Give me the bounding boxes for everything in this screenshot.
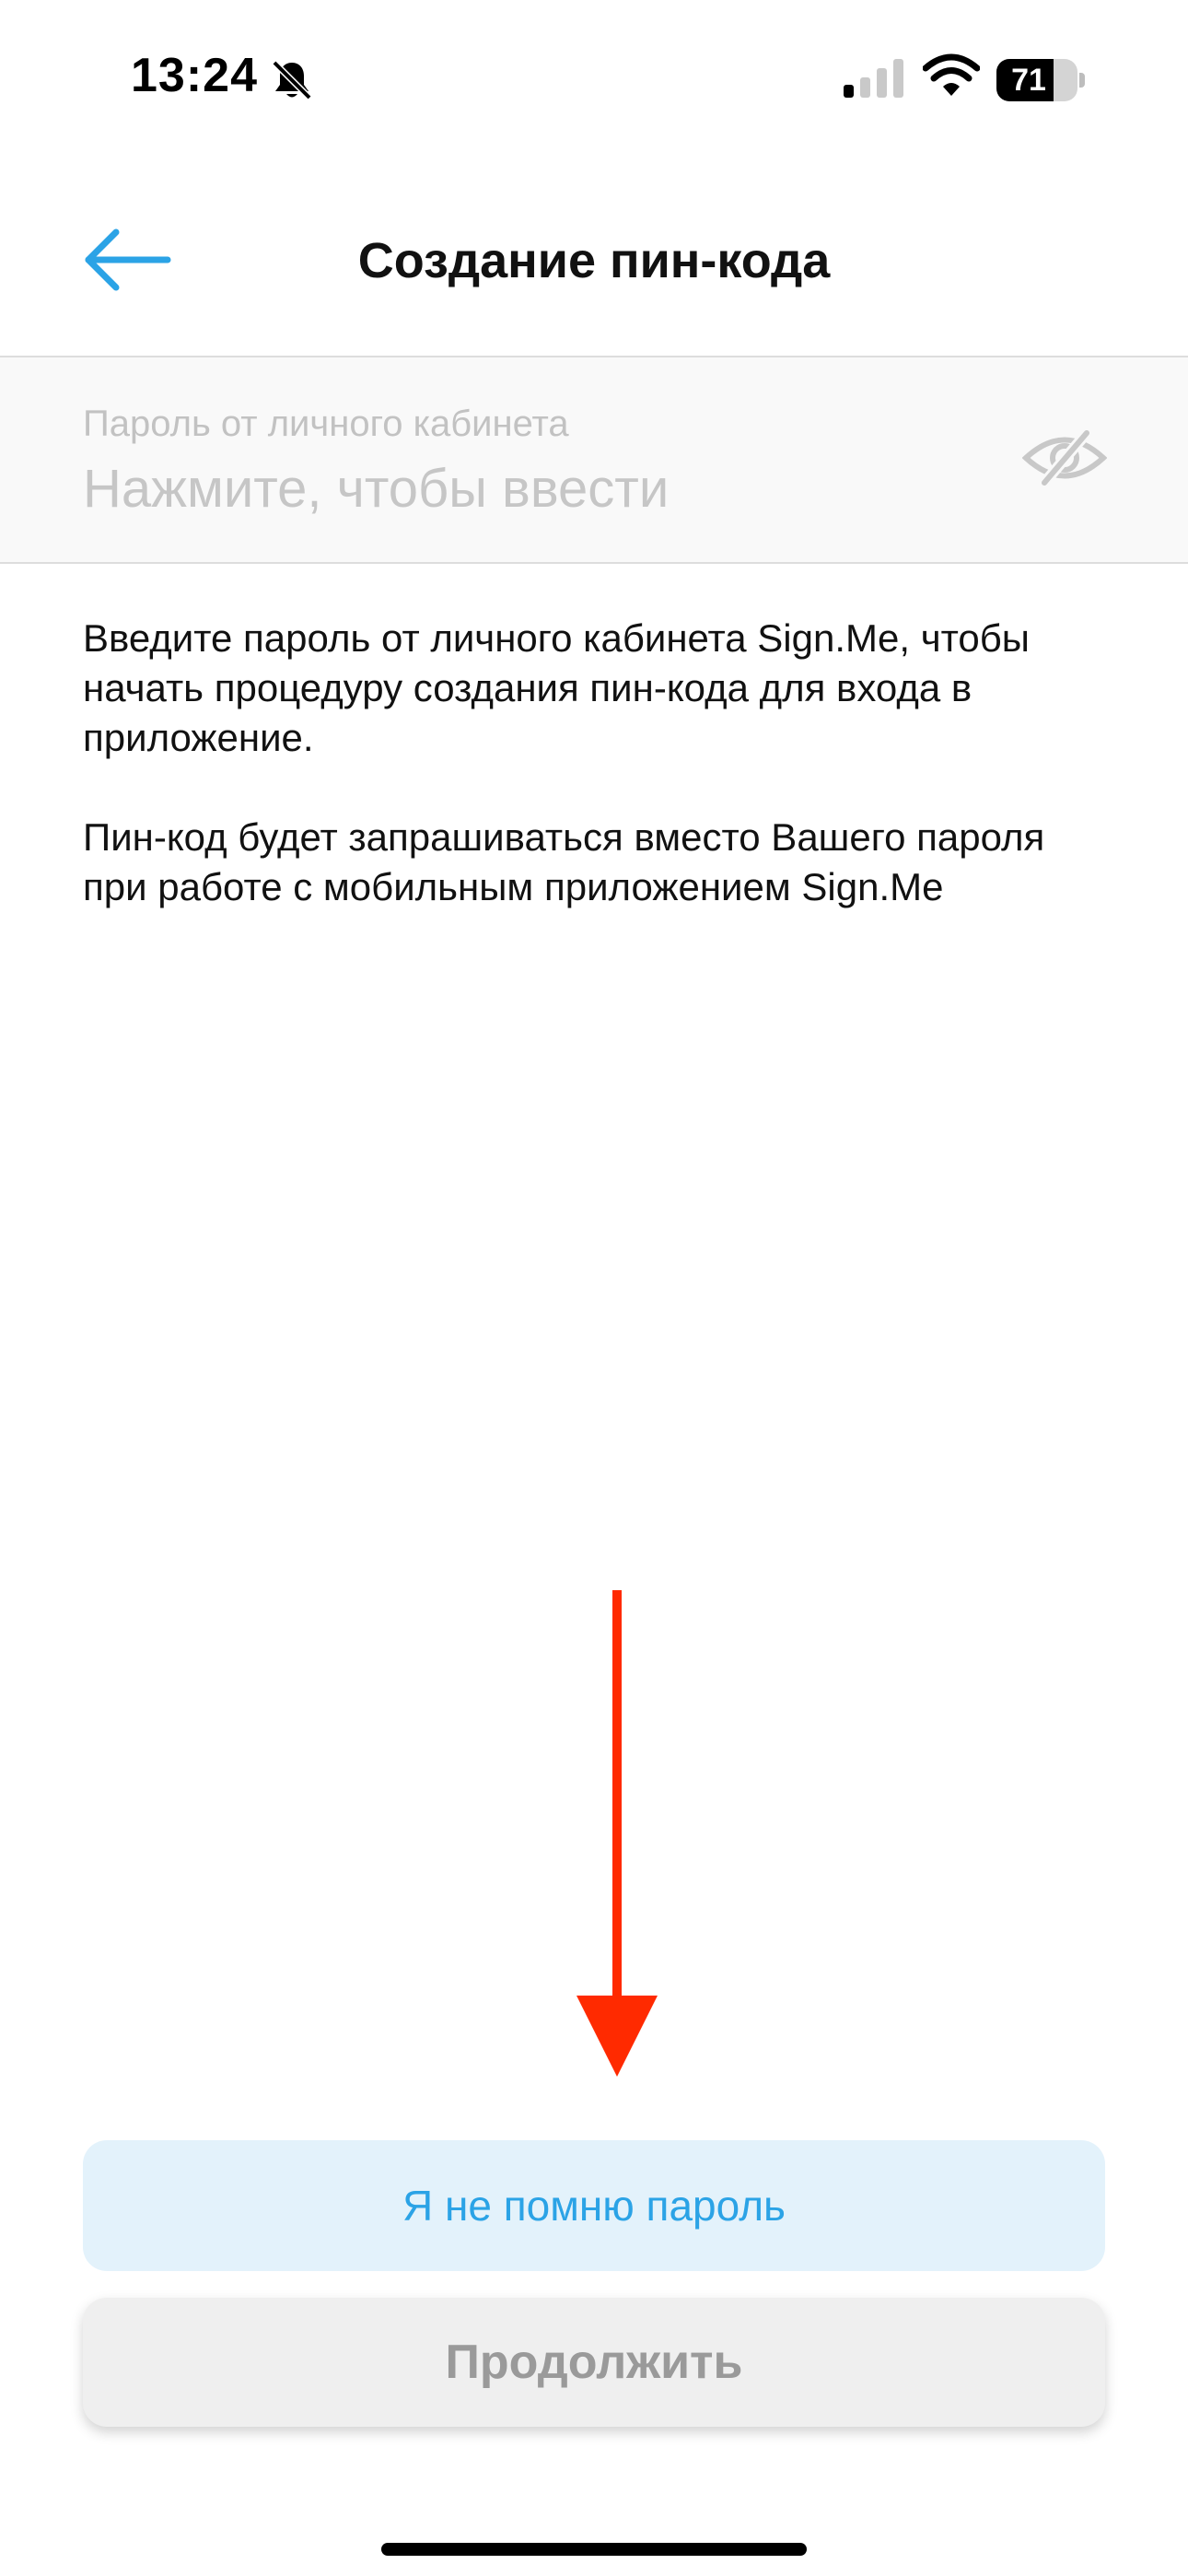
battery-body bbox=[996, 59, 1077, 101]
description-paragraph-1: Введите пароль от личного кабинета Sign.Me, чтобы начать процедуру создания пин-кода для входа в приложение. bbox=[83, 616, 1030, 759]
forgot-password-button[interactable]: Я не помню пароль bbox=[83, 2140, 1105, 2271]
battery-level: 71 bbox=[1011, 63, 1046, 98]
password-field-label: Пароль от личного кабинета bbox=[83, 404, 569, 444]
wifi-icon bbox=[923, 53, 980, 100]
cellular-signal-icon bbox=[842, 57, 906, 100]
status-time: 13:24 bbox=[131, 49, 258, 102]
eye-slash-icon bbox=[1022, 427, 1107, 488]
back-button[interactable] bbox=[79, 223, 175, 297]
battery-tip bbox=[1079, 73, 1085, 88]
description-paragraph-2: Пин-код будет запрашиваться вместо Вашего пароля при работе с мобильным приложением Sign.Me bbox=[83, 815, 1045, 908]
nav-bar bbox=[0, 184, 1188, 356]
password-field[interactable] bbox=[0, 356, 1188, 564]
status-bar bbox=[0, 0, 1188, 157]
description bbox=[83, 614, 1105, 962]
continue-button[interactable]: Продолжить bbox=[83, 2298, 1105, 2427]
arrow-left-icon bbox=[79, 223, 175, 297]
password-visibility-toggle[interactable] bbox=[1022, 427, 1107, 488]
bell-slash-icon bbox=[269, 57, 315, 103]
annotation-arrow-down-icon bbox=[571, 1590, 663, 2078]
battery-icon bbox=[996, 59, 1085, 101]
home-indicator bbox=[381, 2543, 807, 2556]
password-input[interactable] bbox=[83, 451, 967, 525]
page-title: Создание пин-кода bbox=[357, 233, 831, 288]
